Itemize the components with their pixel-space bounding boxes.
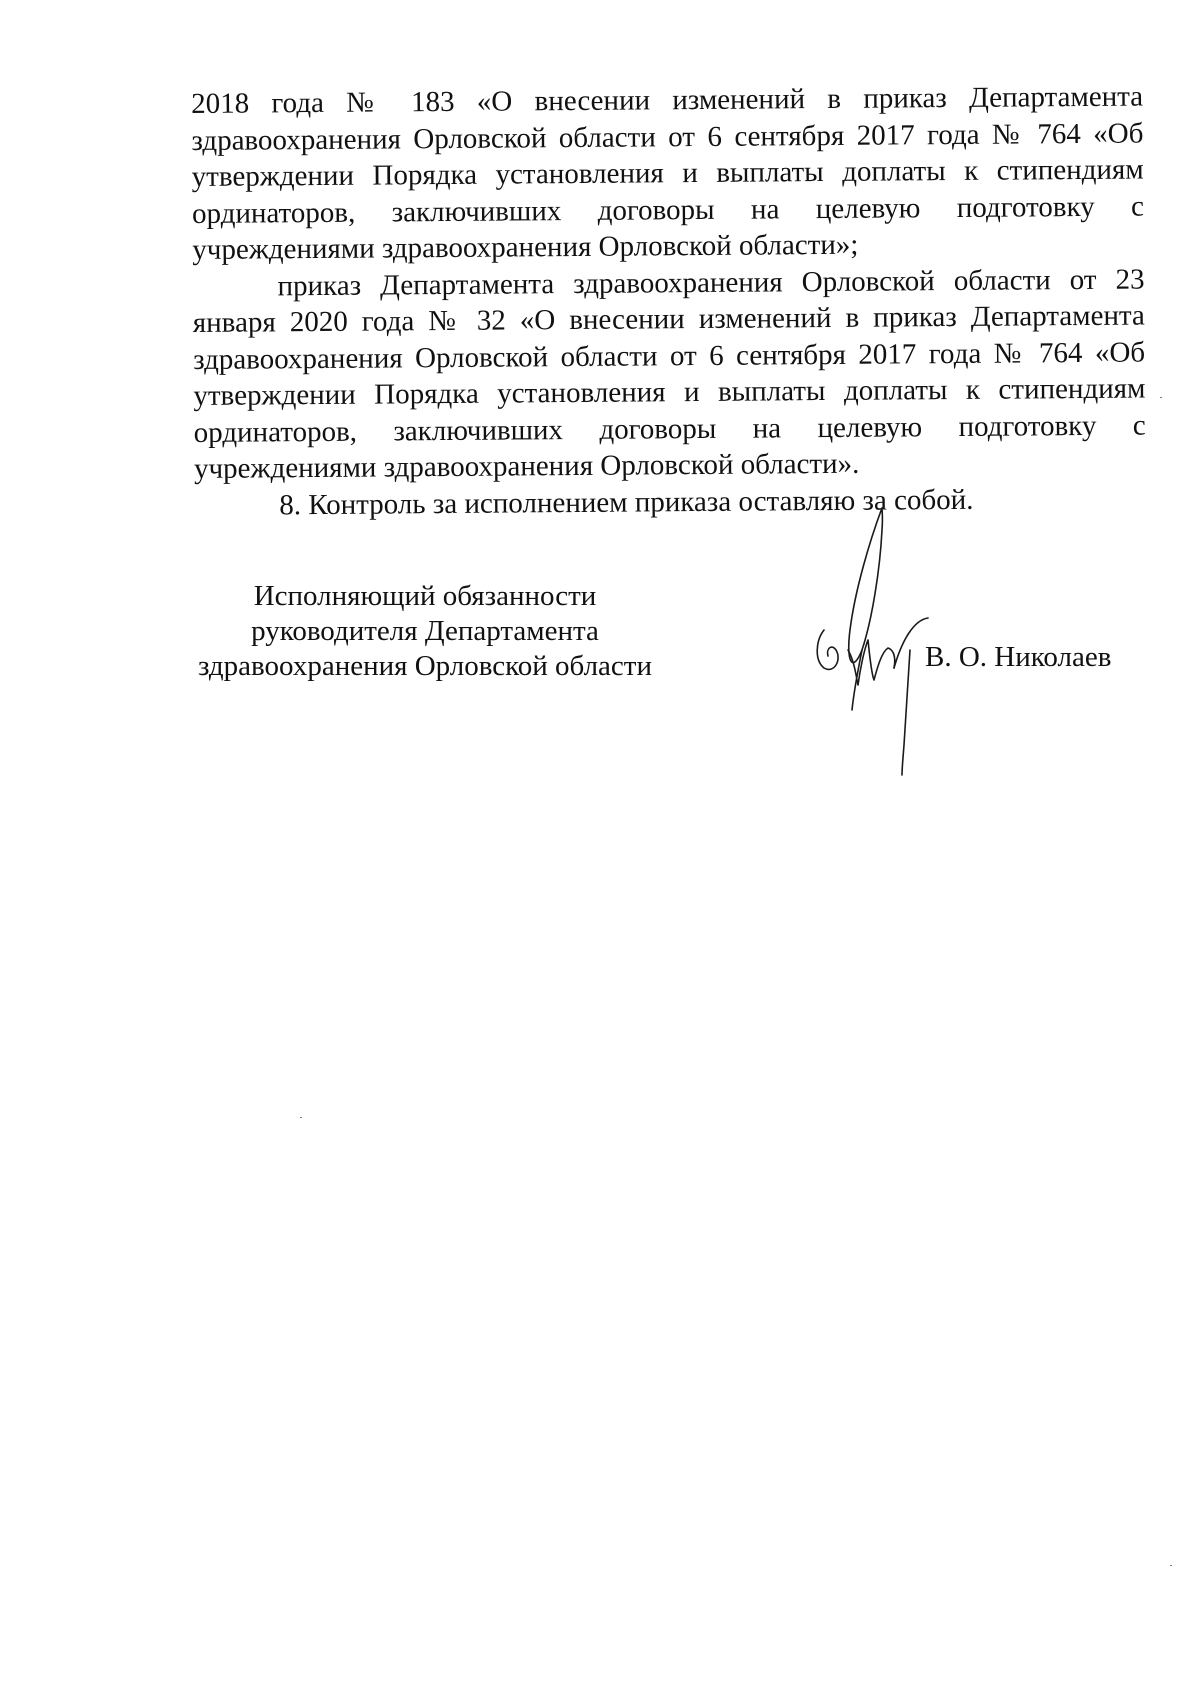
paragraph-order-2020-32: приказ Департамента здравоохранения Орловской области от 23 января 2020 года № 32 «О внесении изменений в приказ Департамента здравоохранения Орловской области от 6 сентября 2017 года № 764 «Об утверждении Порядка установления и выплаты доплаты к стипендиям ординаторов, заключивших договоры на целевую подготовку с учреждениями здравоохранения Орловской области».	[192, 263, 1146, 485]
document-body	[191, 79, 1146, 524]
signatory-position-line-3: здравоохранения Орловской области	[198, 650, 652, 682]
scan-speck	[1160, 397, 1162, 398]
paragraph-order-2018-183: 2018 года № 183 «О внесении изменений в приказ Департамента здравоохранения Орловской области от 6 сентября 2017 года № 764 «Об утверждении Порядка установления и выплаты доплаты к стипендиям ординаторов, заключивших договоры на целевую подготовку с учреждениями здравоохранения Орловской области»;	[191, 80, 1145, 266]
signatory-name: В. О. Николаев	[925, 641, 1112, 673]
scan-speck	[1170, 1565, 1172, 1566]
handwritten-signature	[810, 500, 940, 800]
paragraph-item-8: 8. Контроль за исполнением приказа оставляю за собой.	[279, 483, 974, 521]
signatory-position-line-1: Исполняющий обязанности	[253, 580, 597, 612]
signatory-position	[195, 579, 655, 684]
signatory-position-line-2: руководителя Департамента	[251, 615, 599, 647]
scan-speck	[300, 1117, 302, 1118]
